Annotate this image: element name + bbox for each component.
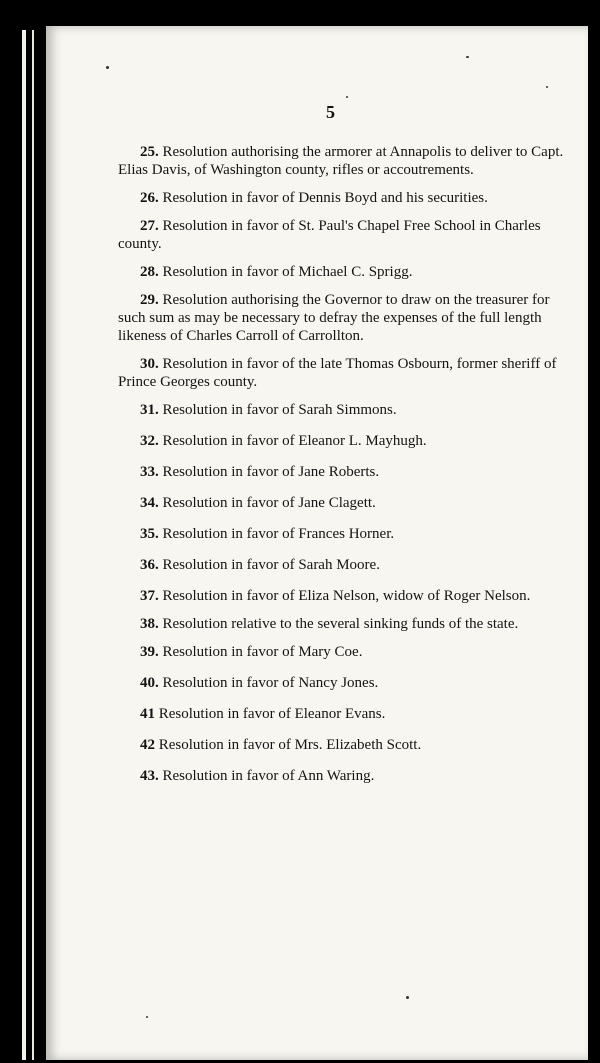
entry-text: Resolution in favor of Sarah Moore. xyxy=(162,557,380,573)
entry-number: 27. xyxy=(140,218,159,234)
entry-number: 40. xyxy=(140,675,159,691)
entry-number: 38. xyxy=(140,616,159,632)
entry-number: 29. xyxy=(140,292,159,308)
entry-text: Resolution in favor of St. Paul's Chapel Free School in Charles county. xyxy=(118,218,541,252)
entry-number: 32. xyxy=(140,433,159,449)
list-item xyxy=(118,217,568,253)
page-number: 5 xyxy=(326,102,335,122)
entry-number: 37. xyxy=(140,588,159,604)
entry-text: Resolution in favor of Frances Horner. xyxy=(162,526,395,542)
entry-text: Resolution authorising the Governor to draw on the treasurer for such sum as may be necessary to defray the expenses of the full length likeness of Charles Carroll of Carrollton. xyxy=(118,292,550,344)
list-item xyxy=(118,556,568,574)
entry-number: 31. xyxy=(140,402,159,418)
entry-text: Resolution in favor of Nancy Jones. xyxy=(162,675,379,691)
ink-speck xyxy=(546,86,548,88)
entry-text: Resolution in favor of Eleanor L. Mayhugh. xyxy=(162,433,427,449)
entry-text: Resolution in favor of Eliza Nelson, widow of Roger Nelson. xyxy=(162,588,531,604)
list-item xyxy=(118,705,568,723)
entry-number: 30. xyxy=(140,356,159,372)
list-item xyxy=(118,587,568,605)
entry-text: Resolution in favor of Sarah Simmons. xyxy=(162,402,397,418)
list-item xyxy=(118,143,568,179)
entry-text: Resolution in favor of Michael C. Sprigg. xyxy=(162,264,413,280)
entry-number: 42 xyxy=(140,737,155,753)
ink-speck xyxy=(146,1016,148,1018)
list-item xyxy=(118,736,568,754)
entry-number: 41 xyxy=(140,706,155,722)
ink-speck xyxy=(406,996,409,999)
resolution-list xyxy=(118,143,568,798)
entry-text: Resolution in favor of Ann Waring. xyxy=(162,768,375,784)
entry-number: 39. xyxy=(140,644,159,660)
list-item xyxy=(118,615,568,633)
entry-number: 43. xyxy=(140,768,159,784)
entry-text: Resolution in favor of Jane Clagett. xyxy=(162,495,376,511)
ink-speck xyxy=(466,56,469,58)
list-item xyxy=(118,291,568,345)
entry-number: 34. xyxy=(140,495,159,511)
entry-number: 26. xyxy=(140,190,159,206)
list-item xyxy=(118,189,568,207)
ink-speck xyxy=(106,66,109,69)
entry-number: 28. xyxy=(140,264,159,280)
list-item xyxy=(118,432,568,450)
binding-edge xyxy=(22,30,26,1060)
list-item xyxy=(118,463,568,481)
list-item xyxy=(118,643,568,661)
list-item xyxy=(118,767,568,785)
entry-text: Resolution in favor of Mary Coe. xyxy=(162,644,363,660)
list-item xyxy=(118,674,568,692)
binding-edge-inner xyxy=(32,30,34,1060)
ink-speck xyxy=(346,96,348,98)
list-item xyxy=(118,494,568,512)
entry-text: Resolution relative to the several sinking funds of the state. xyxy=(162,616,519,632)
list-item xyxy=(118,355,568,391)
entry-text: Resolution in favor of Mrs. Elizabeth Scott. xyxy=(158,737,422,753)
entry-number: 35. xyxy=(140,526,159,542)
entry-text: Resolution authorising the armorer at Annapolis to deliver to Capt. Elias Davis, of Washington county, rifles or accoutrements. xyxy=(118,144,564,178)
list-item xyxy=(118,263,568,281)
entry-number: 36. xyxy=(140,557,159,573)
entry-text: Resolution in favor of Jane Roberts. xyxy=(162,464,380,480)
entry-text: Resolution in favor of Eleanor Evans. xyxy=(158,706,386,722)
list-item xyxy=(118,525,568,543)
entry-number: 33. xyxy=(140,464,159,480)
entry-text: Resolution in favor of Dennis Boyd and his securities. xyxy=(162,190,488,206)
list-item xyxy=(118,401,568,419)
entry-text: Resolution in favor of the late Thomas Osbourn, former sheriff of Prince Georges county. xyxy=(118,356,557,390)
entry-number: 25. xyxy=(140,144,159,160)
